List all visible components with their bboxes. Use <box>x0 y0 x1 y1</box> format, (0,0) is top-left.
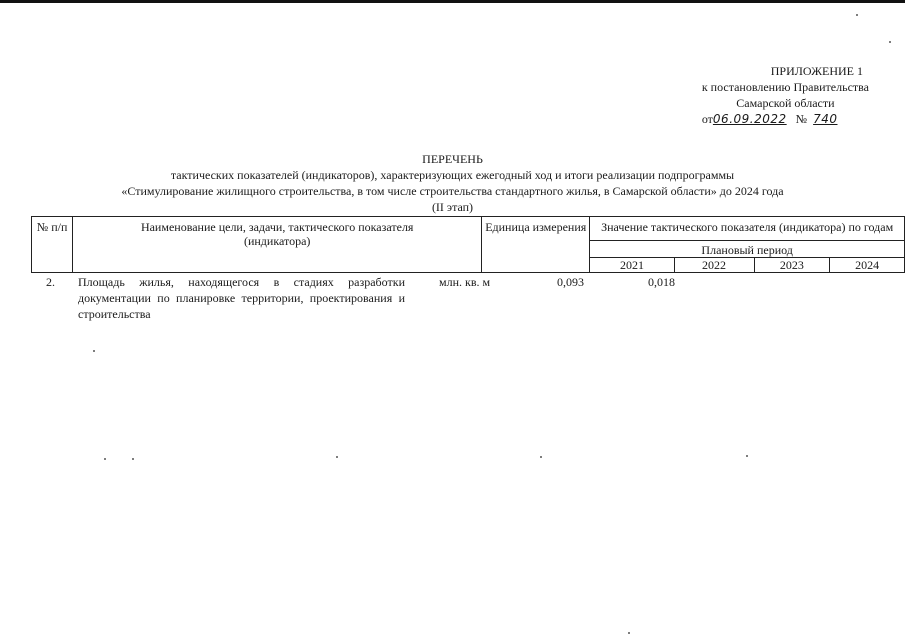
scan-speck <box>336 456 338 458</box>
appendix-decree-line: к постановлению Правительства <box>701 80 869 94</box>
scan-speck <box>628 632 630 634</box>
row-name: Площадь жилья, находящегося в стадиях разработки документации по планировке территории, проектирования и строительства <box>78 275 405 321</box>
list-title: ПЕРЕЧЕНЬ <box>422 152 483 166</box>
header-year-2024: 2024 <box>830 258 905 273</box>
scan-speck <box>746 455 748 457</box>
scan-speck <box>104 458 106 460</box>
list-subtitle-1: тактических показателей (индикаторов), характеризующих ежегодный ход и итоги реализации подпрограммы <box>170 168 735 182</box>
scan-speck <box>856 14 858 16</box>
date-prefix: от <box>701 112 713 126</box>
scan-top-edge <box>0 0 905 3</box>
row-no: 2. <box>46 275 55 289</box>
appendix-date-line <box>702 111 869 127</box>
header-planned-period: Плановый период <box>590 241 905 258</box>
header-no: № п/п <box>32 217 73 273</box>
number-prefix: № <box>795 112 808 126</box>
header-year-2021: 2021 <box>590 258 674 273</box>
row-unit: млн. кв. м <box>439 275 491 289</box>
scan-speck <box>540 456 542 458</box>
scan-speck <box>889 41 891 43</box>
scan-speck <box>93 350 95 352</box>
scan-speck <box>132 458 134 460</box>
appendix-title: ПРИЛОЖЕНИЕ 1 <box>770 64 863 78</box>
header-year-2022: 2022 <box>674 258 754 273</box>
header-year-2023: 2023 <box>754 258 830 273</box>
list-subtitle-2: «Стимулирование жилищного строительства, в том числе строительства стандартного жилья, в Самарской области» до 2024 года <box>121 184 784 198</box>
indicators-table-header <box>31 216 905 273</box>
row-value-2022: 0,018 <box>648 275 675 289</box>
header-name: Наименование цели, задачи, тактического показателя (индикатора) <box>73 217 482 273</box>
header-unit: Единица измерения <box>482 217 590 273</box>
handwritten-number: 740 <box>813 112 838 126</box>
appendix-block <box>702 63 869 127</box>
list-stage: (II этап) <box>431 200 474 214</box>
header-values: Значение тактического показателя (индикатора) по годам <box>590 217 905 241</box>
handwritten-date: 06.09.2022 <box>712 112 787 126</box>
appendix-region-line: Самарской области <box>736 96 835 110</box>
row-value-2021: 0,093 <box>557 275 584 289</box>
